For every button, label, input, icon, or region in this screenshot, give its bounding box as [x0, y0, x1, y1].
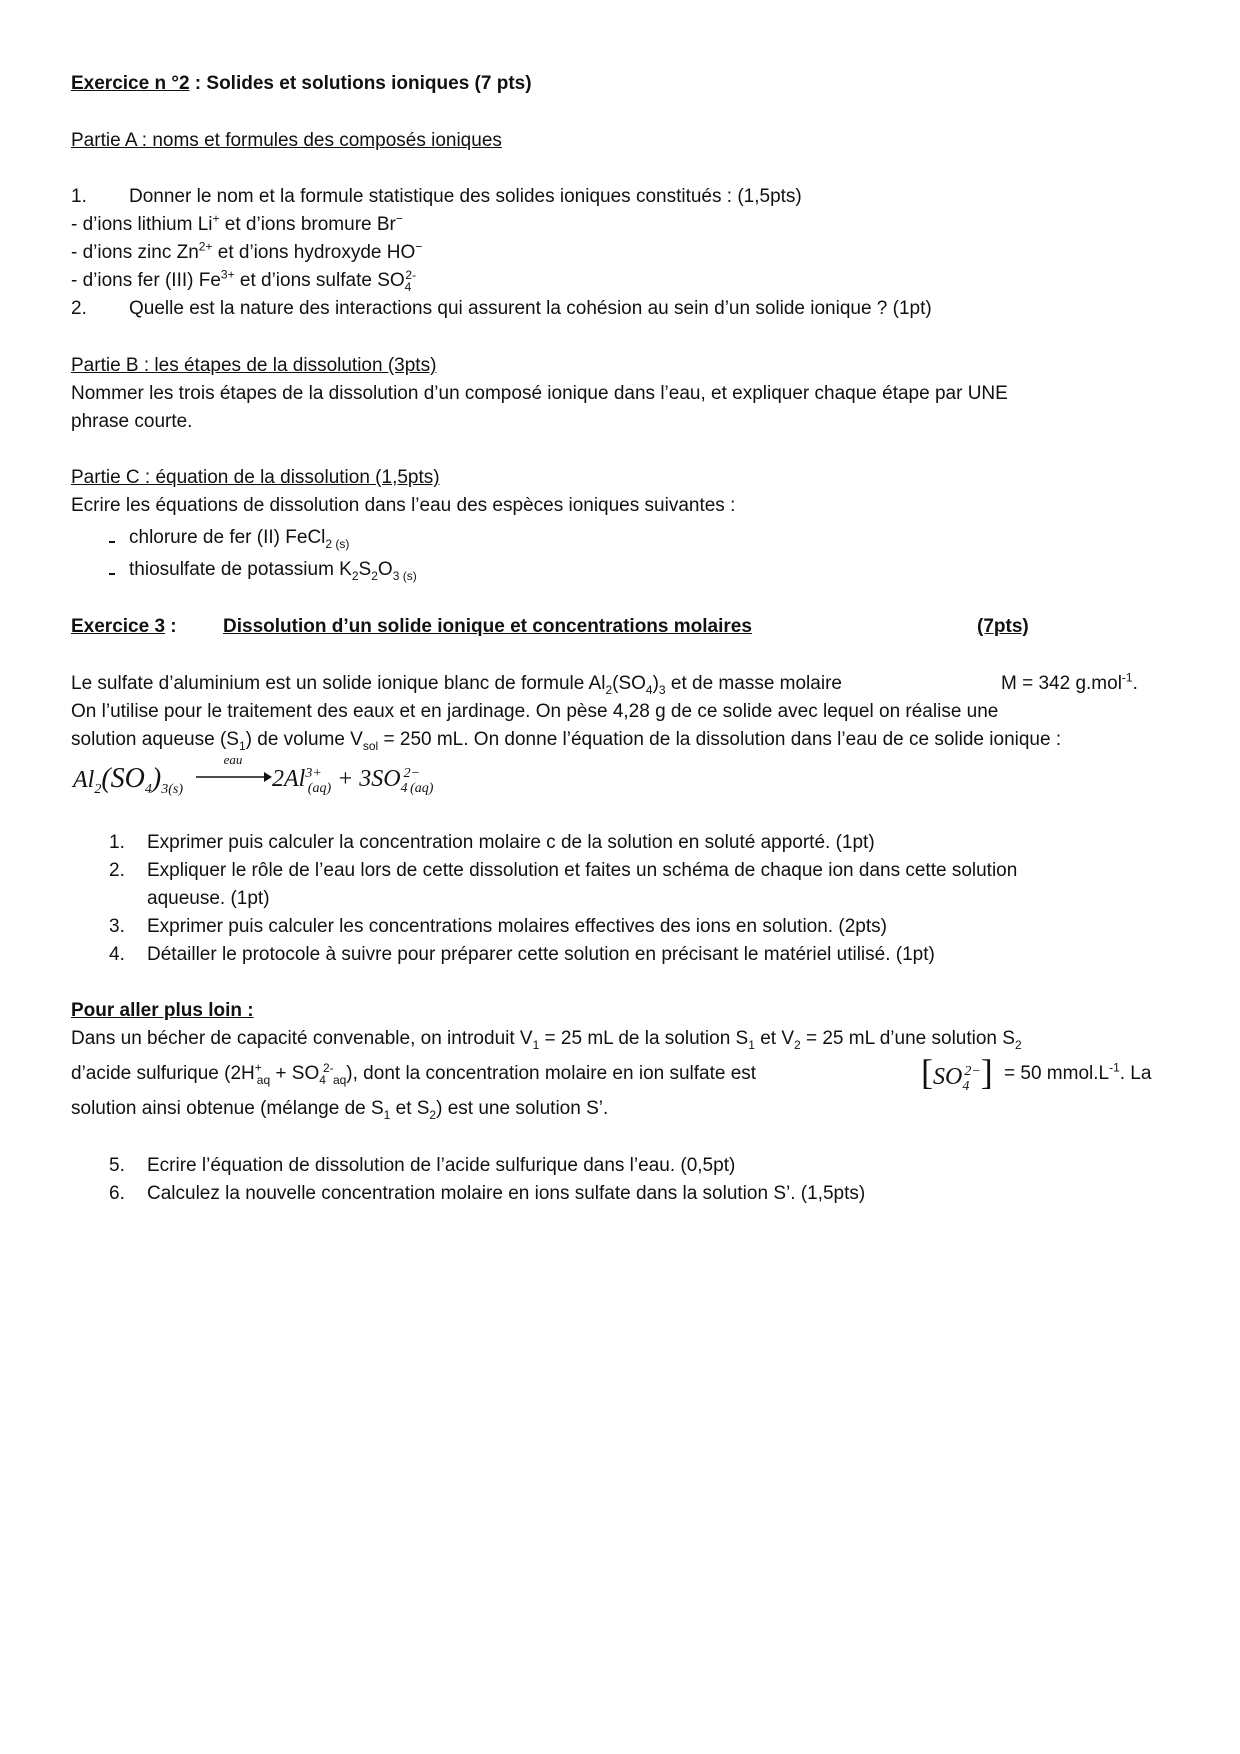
exercise-3-heading: Exercice 3 :: [71, 616, 177, 637]
further-title: Pour aller plus loin :: [71, 1000, 254, 1021]
part-c-title: Partie C : équation de la dissolution (1,5pts): [71, 467, 440, 488]
ex3-paragraph-line-3: solution aqueuse $(S_1)$ de volume $V_{sol} = 250$ mL. On donne l’équation de la dissolution dans l’eau de ce solide ionique :: [71, 729, 1062, 753]
dissolution-equation: $Al_2(SO_4)_{3(s)}$: [73, 763, 183, 797]
list-item-iron-sulfate: - d’ions fer (III) $Fe^{3+}$ et d’ions sulfate $SO_4^{2-}$: [71, 267, 417, 294]
further-line-2: d’acide sulfurique ($2H^+_{aq} + SO_4^{2-}$ $_{aq}$), dont la concentration molaire en ion sulfate est: [71, 1060, 757, 1087]
bullet-dash: [109, 573, 115, 575]
exercise-2-label: Exercice n °2: [71, 73, 190, 94]
list-item-iron-chloride: chlorure de fer (II) FeCl$_{2 (s)}$: [129, 527, 350, 551]
ex3-paragraph-line-1: Le sulfate d’aluminium est un solide ionique blanc de formule $Al_2(SO_4)_3$ et de masse molaire: [71, 673, 842, 697]
part-b-text-line-2: phrase courte.: [71, 411, 193, 432]
part-a-question-1-text: Donner le nom et la formule statistique des solides ioniques constitués : (1,5pts): [129, 186, 802, 207]
reaction-arrow-icon: [196, 771, 272, 783]
further-question-6: Calculez la nouvelle concentration molaire en ions sulfate dans la solution S’. (1,5pts): [147, 1183, 866, 1204]
ex3-question-3-number: 3.: [109, 916, 125, 937]
ex3-question-1-number: 1.: [109, 832, 125, 853]
part-b-title: Partie B : les étapes de la dissolution (3pts): [71, 355, 437, 376]
part-b-text-line-1: Nommer les trois étapes de la dissolution d’un composé ionique dans l’eau, et expliquer chaque étape par UNE: [71, 383, 1008, 404]
part-a-question-2-text: Quelle est la nature des interactions qui assurent la cohésion au sein d’un solide ionique ? (1pt): [129, 298, 932, 319]
further-line-3: solution ainsi obtenue (mélange de $S_1$ et $S_2$) est une solution S’.: [71, 1098, 609, 1122]
further-question-6-number: 6.: [109, 1183, 125, 1204]
list-item-zinc-hydroxide: - d’ions zinc $Zn^{2+}$ et d’ions hydroxyde HO−: [71, 239, 423, 263]
arrow-label-water: eau: [223, 752, 243, 767]
ex3-paragraph-line-2: On l’utilise pour le traitement des eaux et en jardinage. On pèse 4,28 g de ce solide avec lequel on réalise une: [71, 701, 999, 722]
ex3-question-2: Expliquer le rôle de l’eau lors de cette dissolution et faites un schéma de chaque ion dans cette solution: [147, 860, 1018, 881]
list-item-lithium-bromide: - d’ions lithium Li+ et d’ions bromure Br−: [71, 211, 403, 235]
ex3-question-4-number: 4.: [109, 944, 125, 965]
exercise-3-title: Dissolution d’un solide ionique et concentrations molaires: [223, 616, 752, 637]
exercise-3-points: (7pts): [977, 616, 1029, 637]
exercise-2-heading: Exercice n °2 : Solides et solutions ioniques (7 pts): [71, 73, 532, 94]
ex3-question-2-continued: aqueuse. (1pt): [147, 888, 270, 909]
ex3-question-3: Exprimer puis calculer les concentrations molaires effectives des ions en solution. (2pts): [147, 916, 887, 937]
sulfate-concentration-bracket: $[SO_4^{2-}]$: [921, 1052, 993, 1094]
molar-mass-value: M = 342 g.mol$^{-1}$.: [1001, 670, 1138, 694]
ex3-question-2-number: 2.: [109, 860, 125, 881]
sulfate-concentration-value: = 50 $mmol.L^{-1}$. La: [1004, 1060, 1152, 1084]
part-a-question-1: 1.: [71, 186, 87, 207]
dissolution-equation-products: $2Al^{3+}_{(aq)} + 3SO_4^{2-}_{(aq)}$: [272, 766, 434, 796]
exercise-2-title: Solides et solutions ioniques (7 pts): [206, 73, 532, 94]
part-a-question-2: 2.: [71, 298, 87, 319]
further-question-5-number: 5.: [109, 1155, 125, 1176]
list-item-potassium-thiosulfate: thiosulfate de potassium $K_2S_2O_{3 (s)}$: [129, 559, 417, 583]
ex3-question-1: Exprimer puis calculer la concentration molaire c de la solution en soluté apporté. (1pt): [147, 832, 875, 853]
part-a-title: Partie A : noms et formules des composés ioniques: [71, 130, 502, 151]
bullet-dash: [109, 541, 115, 543]
further-question-5: Ecrire l’équation de dissolution de l’acide sulfurique dans l’eau. (0,5pt): [147, 1155, 736, 1176]
ex3-question-4: Détailler le protocole à suivre pour préparer cette solution en précisant le matériel utilisé. (1pt): [147, 944, 935, 965]
part-c-text: Ecrire les équations de dissolution dans l’eau des espèces ioniques suivantes :: [71, 495, 736, 516]
further-line-1: Dans un bécher de capacité convenable, on introduit $V_1 = 25$ mL de la solution $S_1$ et $V_2 = 25$ mL d’une solution $S_2$: [71, 1028, 1022, 1052]
exercise-3-label: Exercice 3: [71, 616, 166, 637]
